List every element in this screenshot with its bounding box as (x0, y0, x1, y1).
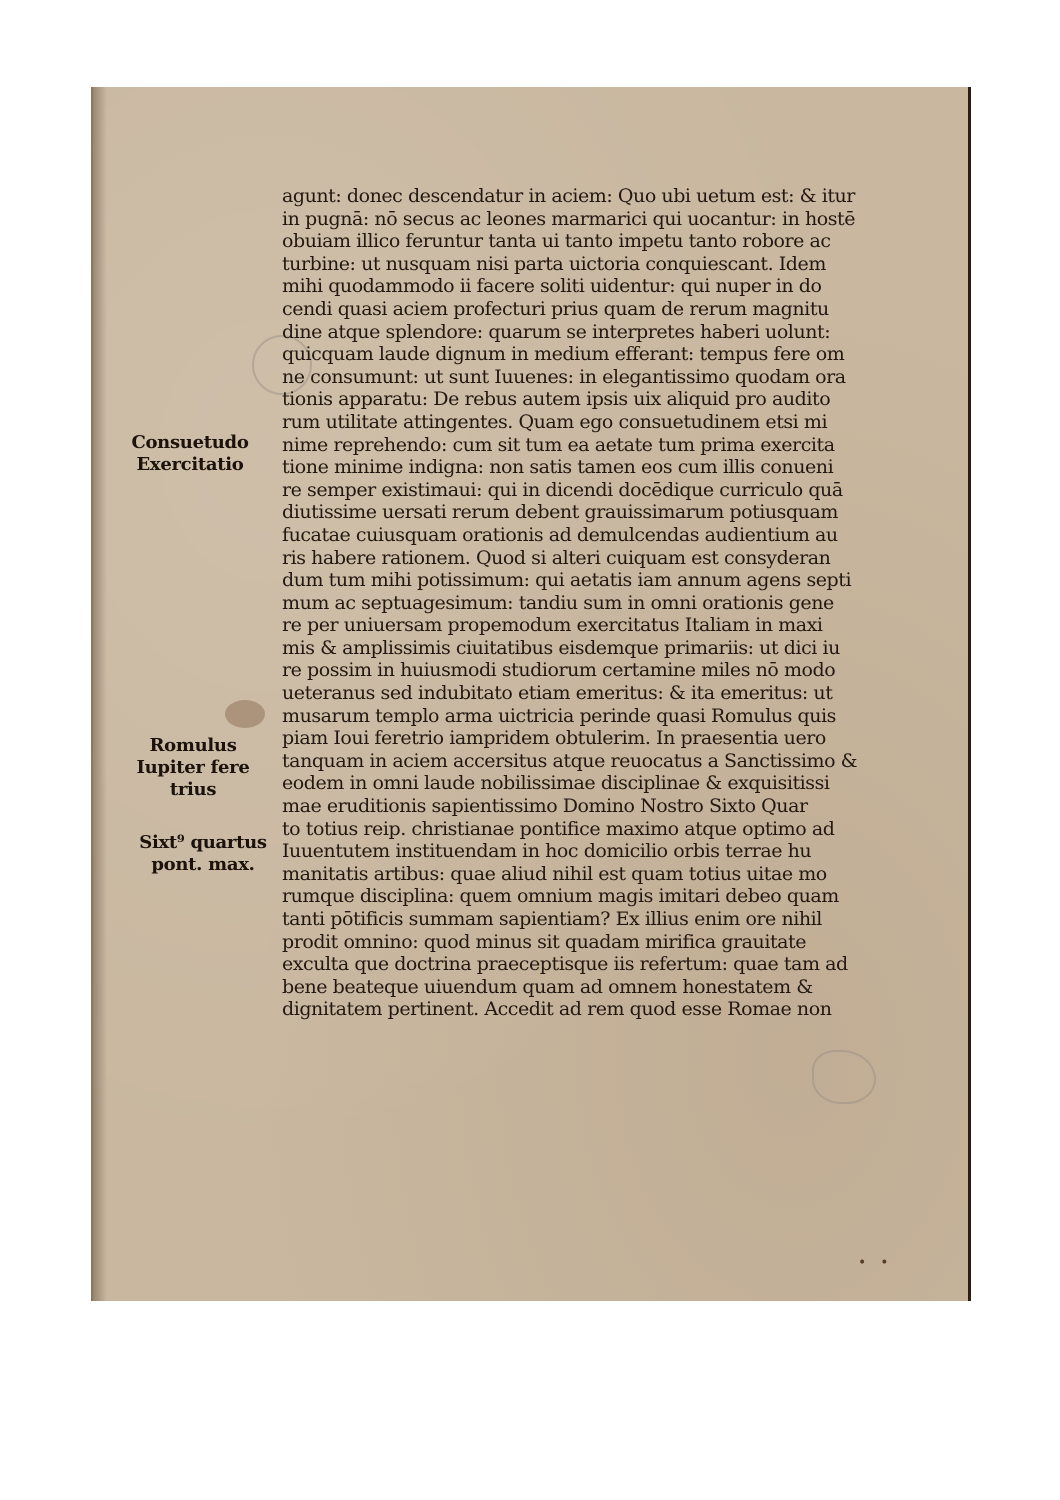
text-line: re possim in huiusmodi studiorum certamine miles nō modo (282, 659, 836, 682)
text-line: tione minime indigna: non satis tamen eos cum illis conueni (282, 456, 834, 479)
text-line: re per uniuersam propemodum exercitatus Italiam in maxi (282, 614, 823, 637)
text-line: nime reprehendo: cum sit tum ea aetate tum prima exercita (282, 433, 835, 456)
marginal-note-line: Iupiter fere (136, 757, 250, 778)
text-line: musarum templo arma uictricia perinde quasi Romulus quis (282, 704, 836, 727)
text-line: tanti pōtificis summam sapientiam? Ex illius enim ore nihil (282, 908, 822, 930)
text-line: mum ac septuagesimum: tandiu sum in omni orationis gene (282, 591, 834, 614)
marginal-note-romulus (128, 735, 258, 801)
text-line: dine atque splendore: quarum se interpretes haberi uolunt: (282, 320, 831, 343)
text-line: piam Ioui feretrio iampridem obtulerim. In praesentia uero (282, 727, 826, 750)
text-line: diutissime uersati rerum debent grauissimarum potiusquam (282, 501, 838, 524)
ink-blot (225, 700, 265, 728)
text-line: ris habere rationem. Quod si alteri cuiquam est consyderan (282, 546, 831, 569)
text-line: Iuuentutem instituendam in hoc domicilio orbis terrae hu (282, 840, 812, 863)
marginal-note-line: Romulus (149, 735, 237, 756)
marginal-note-line: Consuetudo (131, 432, 249, 453)
text-line: re semper existimaui: qui in dicendi docēdique curriculo quā (282, 478, 843, 501)
text-line: tionis apparatu: De rebus autem ipsis uix aliquid pro audito (282, 388, 831, 411)
text-line: mihi quodammodo ii facere soliti uidentur: qui nuper in do (282, 275, 822, 298)
text-line: cendi quasi aciem profecturi prius quam de rerum magnitu (282, 297, 829, 320)
text-line: mae eruditionis sapientissimo Domino Nostro Sixto Quar (282, 795, 808, 818)
text-line: exculta que doctrina praeceptisque iis refertum: quae tam ad (282, 953, 848, 976)
main-text-block (282, 185, 907, 1021)
text-line: in pugnā: nō secus ac leones marmarici qui uocantur: in hostē (282, 207, 856, 230)
text-line: turbine: ut nusquam nisi parta uictoria conquiescant. Idem (282, 252, 826, 275)
text-line: rum utilitate attingentes. Quam ego consuetudinem etsi mi (282, 410, 828, 433)
marginal-note-line: pont. max. (151, 854, 255, 875)
ink-specks: •• (858, 1255, 903, 1271)
marginal-note-sixtus (128, 832, 278, 876)
text-line: prodit omnino: quod minus sit quadam mirifica grauitate (282, 930, 807, 953)
text-line: rumque disciplina: quem omnium magis imitari debeo quam (282, 885, 839, 908)
text-line: quicquam laude dignum in medium efferant: tempus fere om (282, 343, 845, 366)
text-line: ueteranus sed indubitato etiam emeritus: & ita emeritus: ut (282, 682, 833, 705)
binding-gutter-shadow (93, 87, 107, 1301)
text-line: obuiam illico feruntur tanta ui tanto impetu tanto robore ac (282, 230, 831, 253)
marginal-note-line: Sixt⁹ quartus (139, 832, 267, 853)
text-line: tanquam in aciem accersitus atque reuocatus a Sanctissimo & (282, 749, 858, 772)
text-line: bene beateque uiuendum quam ad omnem honestatem & (282, 975, 813, 998)
text-line: to totius reip. christianae pontifice maximo atque optimo ad (282, 817, 835, 840)
marginal-note-consuetudo (120, 432, 260, 476)
text-line: mis & amplissimis ciuitatibus eisdemque primariis: ut dici iu (282, 636, 840, 659)
text-line: fucatae cuiusquam orationis ad demulcendas audientium au (282, 523, 838, 546)
text-line: eodem in omni laude nobilissimae disciplinae & exquisitissi (282, 772, 830, 795)
text-line: ne consumunt: ut sunt Iuuenes: in elegantissimo quodam ora (282, 365, 846, 388)
text-line: dum tum mihi potissimum: qui aetatis iam annum agens septi (282, 569, 852, 592)
marginal-note-line: Exercitatio (136, 454, 244, 475)
text-line: agunt: donec descendatur in aciem: Quo ubi uetum est: & itur (282, 185, 855, 207)
marginal-note-line: trius (169, 779, 217, 800)
text-line: manitatis artibus: quae aliud nihil est quam totius uitae mo (282, 862, 827, 885)
text-line: dignitatem pertinent. Accedit ad rem quod esse Romae non (282, 998, 832, 1021)
